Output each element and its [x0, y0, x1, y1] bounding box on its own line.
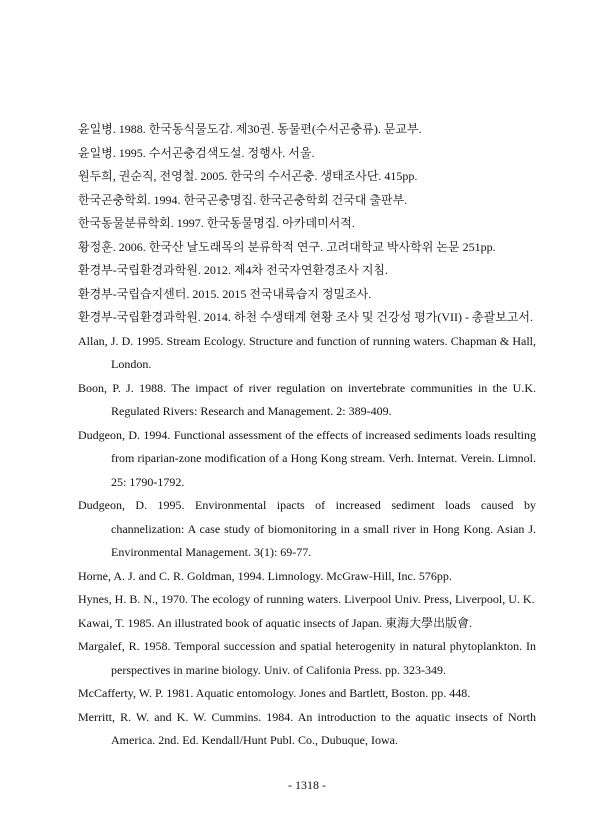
reference-list	[78, 118, 536, 753]
reference-entry: 환경부-국립습지센터. 2015. 2015 전국내륙습지 정밀조사.	[78, 286, 372, 301]
reference-entry: 환경부-국립환경과학원. 2014. 하천 수생태계 현황 조사 및 건강성 평가(VII) - 총괄보고서.	[78, 310, 533, 324]
reference-entry: 한국동물분류학회. 1997. 한국동물명집. 아카데미서적.	[78, 216, 355, 230]
reference-entry: Merritt, R. W. and K. W. Cummins. 1984. An introduction to the aquatic insects of North America. 2nd. Ed. Kendall/Hunt Publ. Co., Dubuque, Iowa.	[78, 709, 536, 747]
reference-entry: 원두희, 권순직, 전영철. 2005. 한국의 수서곤충. 생태조사단. 415pp.	[78, 169, 418, 183]
page-number: - 1318 -	[288, 777, 326, 792]
reference-entry: Dudgeon, D. 1995. Environmental ipacts of increased sediment loads caused by channelization: A case study of biomonitoring in a small river in Hong Kong. Asian J. Environmental Management. 3(1): 69-77.	[78, 498, 536, 559]
reference-entry: Horne, A. J. and C. R. Goldman, 1994. Limnology. McGraw-Hill, Inc. 576pp.	[78, 568, 452, 583]
reference-entry: Dudgeon, D. 1994. Functional assessment of the effects of increased sediments loads resulting from riparian-zone modification of a Hong Kong stream. Verh. Internat. Verein. Limnol. 25: 1790-1792.	[78, 427, 536, 489]
reference-entry: Boon, P. J. 1988. The impact of river regulation on invertebrate communities in the U.K. Regulated Rivers: Research and Management. 2: 389-409.	[78, 380, 536, 418]
reference-entry: Margalef, R. 1958. Temporal succession and spatial heterogenity in natural phytoplankton. In perspectives in marine biology. Univ. of Califonia Press. pp. 323-349.	[78, 639, 536, 677]
reference-entry: Hynes, H. B. N., 1970. The ecology of running waters. Liverpool Univ. Press, Liverpool, U. K.	[78, 592, 535, 606]
reference-entry: 윤일병. 1995. 수서곤충검색도설. 정행사. 서울.	[78, 145, 315, 160]
reference-entry: Allan, J. D. 1995. Stream Ecology. Structure and function of running waters. Chapman & Hall, London.	[78, 333, 536, 371]
reference-entry: 윤일병. 1988. 한국동식물도감. 제30권. 동물편(수서곤충류). 문교부.	[78, 122, 422, 136]
reference-entry: 한국곤충학회. 1994. 한국곤충명집. 한국곤충학회 건국대 출판부.	[78, 192, 408, 207]
reference-entry: 환경부-국립환경과학원. 2012. 제4차 전국자연환경조사 지침.	[78, 263, 389, 277]
reference-entry: 황정훈. 2006. 한국산 날도래목의 분류학적 연구. 고려대학교 박사학위 논문 251pp.	[78, 239, 496, 254]
reference-entry: Kawai, T. 1985. An illustrated book of aquatic insects of Japan. 東海大學出版會.	[78, 615, 473, 630]
reference-entry: McCafferty, W. P. 1981. Aquatic entomology. Jones and Bartlett, Boston. pp. 448.	[78, 686, 471, 700]
